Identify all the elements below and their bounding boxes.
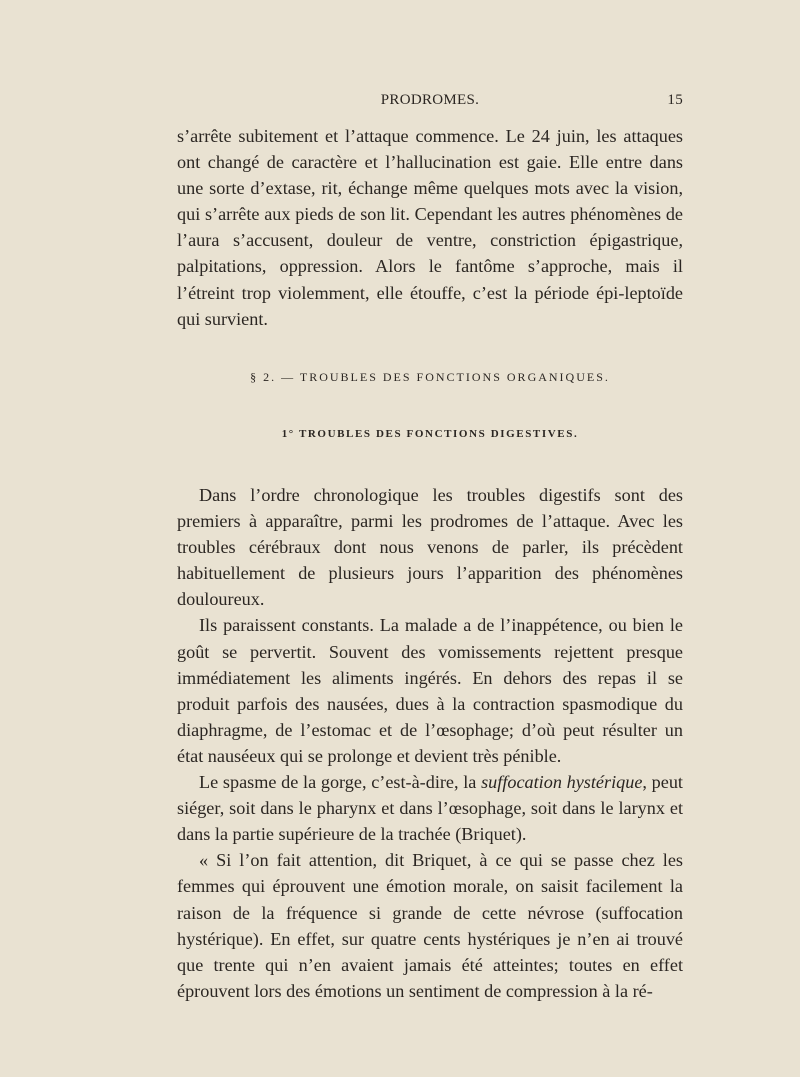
italic-term: suffocation hystérique — [481, 772, 643, 793]
running-head: PRODROMES. — [380, 92, 480, 108]
paragraph: Ils paraissent constants. La malade a de l’inappétence, ou bien le goût se pervertit. Souvent des vomissements rejettent presque immédiatement les aliments ingérés. En dehors des repas il se produit parfois des nausées, dues à la contraction spasmodique du diaphragme, de l’estomac et de l’œsophage; d’où peut résulter un état nauséeux qui se prolonge et devient très pénible. — [177, 615, 683, 766]
paragraph-text: Le spasme de la gorge, c’est-à-dire, la — [199, 772, 482, 793]
section-heading: § 2. — TROUBLES DES FONCTIONS ORGANIQUES. — [250, 370, 610, 384]
paragraph — [177, 769, 683, 847]
page-number: 15 — [667, 92, 683, 108]
text-block-bottom — [177, 482, 683, 1004]
quoted-paragraph: « Si l’on fait attention, dit Briquet, à ce qui se passe chez les femmes qui éprouvent une émotion morale, on saisit facilement la raison de la fréquence si grande de cette névrose (suffocation hystérique). En effet, sur quatre cents hystériques je n’en ai trouvé que trente qui n’en avaient jamais été atteintes; toutes en effet éprouvent lors des émotions un sentiment de compression à la ré- — [177, 850, 683, 1001]
paragraph-continuation: s’arrête subitement et l’attaque commence. Le 24 juin, les attaques ont changé de caractère et l’hallucination est gaie. Elle entre dans une sorte d’extase, rit, échange même quelques mots avec la vision, qui s’arrête aux pieds de son lit. Cependant les autres phénomènes de l’aura s’accusent, douleur de ventre, constriction épigastrique, palpitations, oppression. Alors le fantôme s’approche, mais il l’étreint trop violemment, elle étouffe, c’est la période épi-leptoïde qui survient. — [177, 126, 683, 329]
page-header — [177, 92, 683, 114]
paragraph-text: , peut siéger, soit dans le pharynx et dans l’œsophage, soit dans le larynx et dans la partie supérieure de la trachée (Briquet). — [177, 772, 683, 845]
text-block-top — [177, 123, 683, 332]
subsection-heading: 1° TROUBLES DES FONCTIONS DIGESTIVES. — [281, 428, 579, 440]
paragraph: Dans l’ordre chronologique les troubles digestifs sont des premiers à apparaître, parmi les prodromes de l’attaque. Avec les troubles cérébraux dont nous venons de parler, ils précèdent habituellement de plusieurs jours l’apparition des phénomènes douloureux. — [177, 485, 683, 610]
